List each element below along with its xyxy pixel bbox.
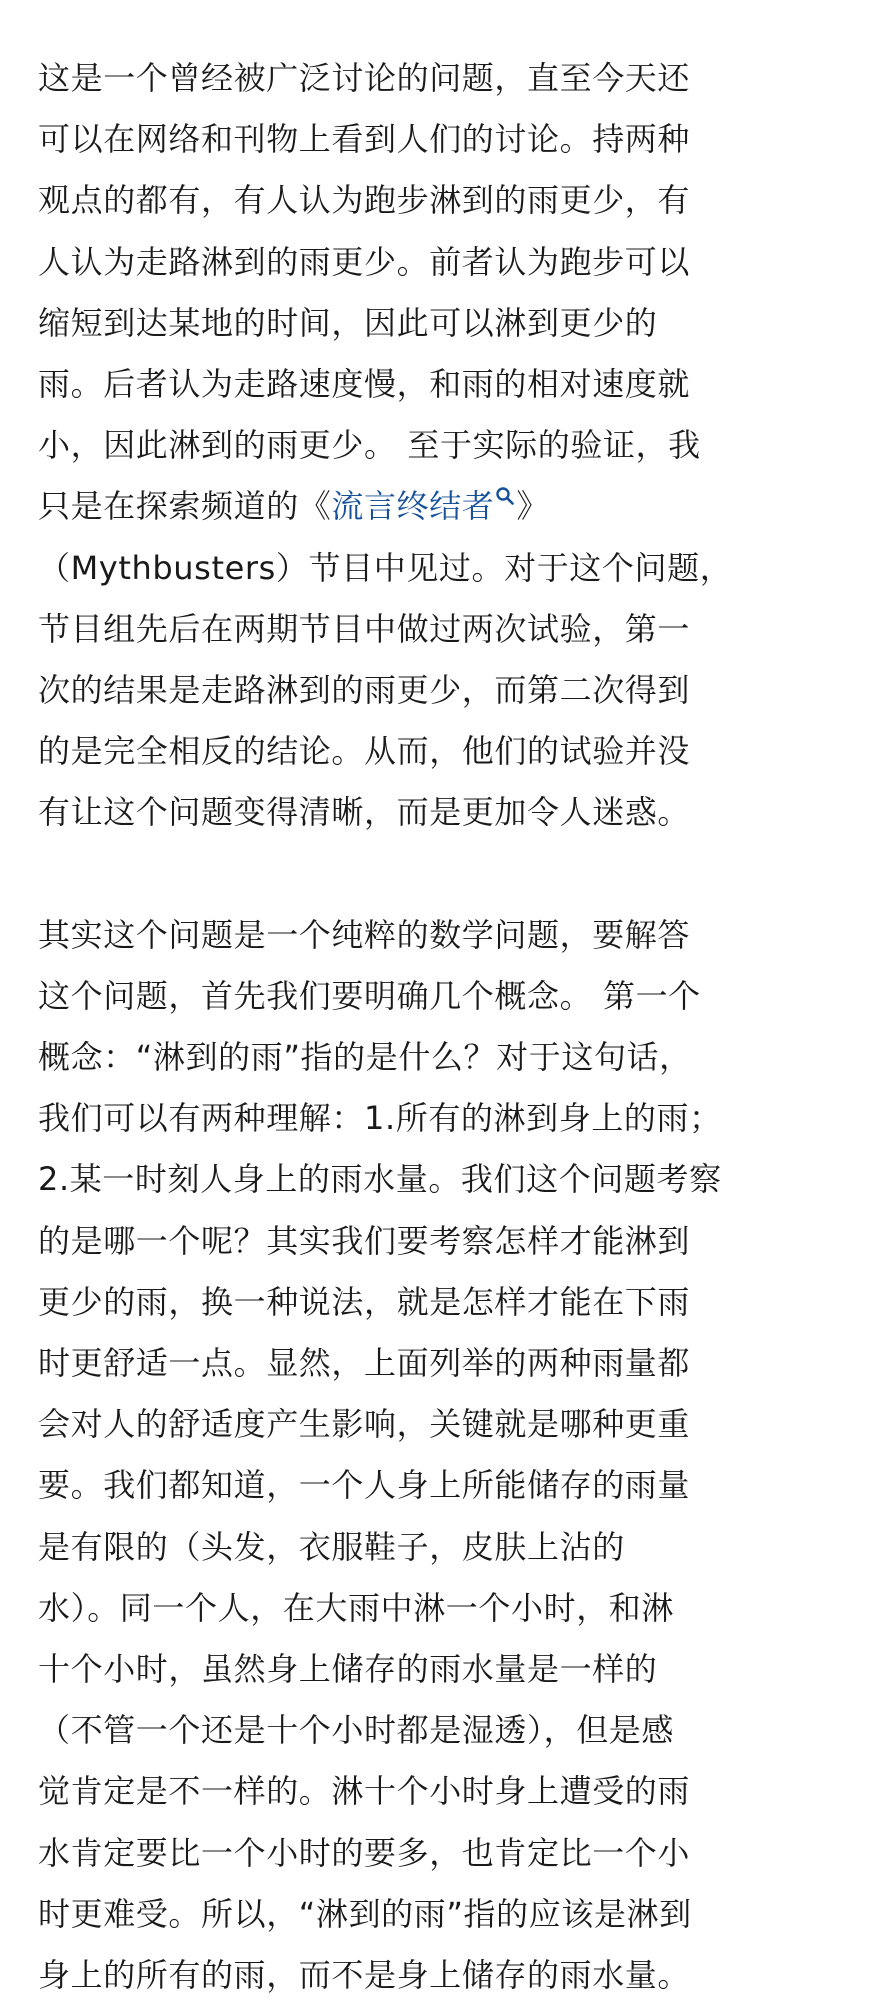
search-icon bbox=[495, 486, 515, 506]
text-line: 这是一个曾经被广泛讨论的问题，直至今天还 bbox=[38, 59, 691, 97]
text-line: 更少的雨，换一种说法，就是怎样才能在下雨 bbox=[38, 1282, 691, 1321]
text-line-with-link bbox=[38, 476, 858, 537]
text-line: 要。我们都知道，一个人身上所能储存的雨量 bbox=[38, 1466, 691, 1505]
text-line: 会对人的舒适度产生影响，关键就是哪种更重 bbox=[38, 1405, 691, 1444]
text-line: 水肯定要比一个小时的要多，也肯定比一个小 bbox=[38, 1833, 691, 1872]
text-line: 十个小时，虽然身上储存的雨水量是一样的 bbox=[38, 1650, 658, 1689]
text-line: 这个问题，首先我们要明确几个概念。 第一个 bbox=[38, 976, 701, 1015]
text-line: 节目组先后在两期节目中做过两次试验，第一 bbox=[38, 609, 691, 648]
text-line: 2.某一时刻人身上的雨水量。我们这个问题考察 bbox=[38, 1160, 722, 1199]
text-line: 我们可以有两种理解：1.所有的淋到身上的雨； bbox=[38, 1099, 722, 1138]
text-line: 的是完全相反的结论。从而，他们的试验并没 bbox=[38, 732, 691, 771]
text-line: 小，因此淋到的雨更少。 至于实际的验证，我 bbox=[38, 426, 701, 465]
text-line: 时更难受。所以，“淋到的雨”指的应该是淋到 bbox=[38, 1894, 692, 1933]
text-line: 次的结果是走路淋到的雨更少，而第二次得到 bbox=[38, 671, 691, 710]
text-line: 观点的都有，有人认为跑步淋到的雨更少，有 bbox=[38, 181, 691, 220]
paragraph-1 bbox=[38, 48, 858, 844]
paragraph-2 bbox=[38, 905, 858, 2006]
text-line: （Mythbusters）节目中见过。对于这个问题， bbox=[38, 548, 733, 587]
text-line: 身上的所有的雨，而不是身上储存的雨水量。 bbox=[38, 1956, 691, 1995]
text-line: 概念：“淋到的雨”指的是什么？对于这句话， bbox=[38, 1038, 692, 1077]
text-line: 有让这个问题变得清晰，而是更加令人迷惑。 bbox=[38, 793, 691, 832]
text-line: 缩短到达某地的时间，因此可以淋到更少的 bbox=[38, 303, 658, 342]
text-line: 水）。同一个人，在大雨中淋一个小时，和淋 bbox=[38, 1588, 675, 1627]
text-line: 时更舒适一点。显然，上面列举的两种雨量都 bbox=[38, 1344, 691, 1383]
text-line: 是有限的（头发，衣服鞋子，皮肤上沾的 bbox=[38, 1527, 625, 1566]
text-line: 觉肯定是不一样的。淋十个小时身上遭受的雨 bbox=[38, 1772, 691, 1811]
search-link-label: 流言终结者 bbox=[331, 487, 495, 526]
link-suffix-text: 》 bbox=[516, 487, 550, 526]
text-line: 可以在网络和刊物上看到人们的讨论。持两种 bbox=[38, 120, 691, 159]
search-link-mythbusters[interactable] bbox=[331, 487, 516, 525]
text-line: 人认为走路淋到的雨更少。前者认为跑步可以 bbox=[38, 242, 691, 281]
text-line: 其实这个问题是一个纯粹的数学问题，要解答 bbox=[38, 915, 691, 954]
text-line: 的是哪一个呢？其实我们要考察怎样才能淋到 bbox=[38, 1221, 691, 1260]
link-prefix-text: 只是在探索频道的《 bbox=[38, 487, 332, 526]
text-line: 雨。后者认为走路速度慢，和雨的相对速度就 bbox=[38, 365, 691, 404]
text-line: （不管一个还是十个小时都是湿透），但是感 bbox=[38, 1711, 675, 1750]
paragraph-spacer bbox=[38, 844, 858, 905]
